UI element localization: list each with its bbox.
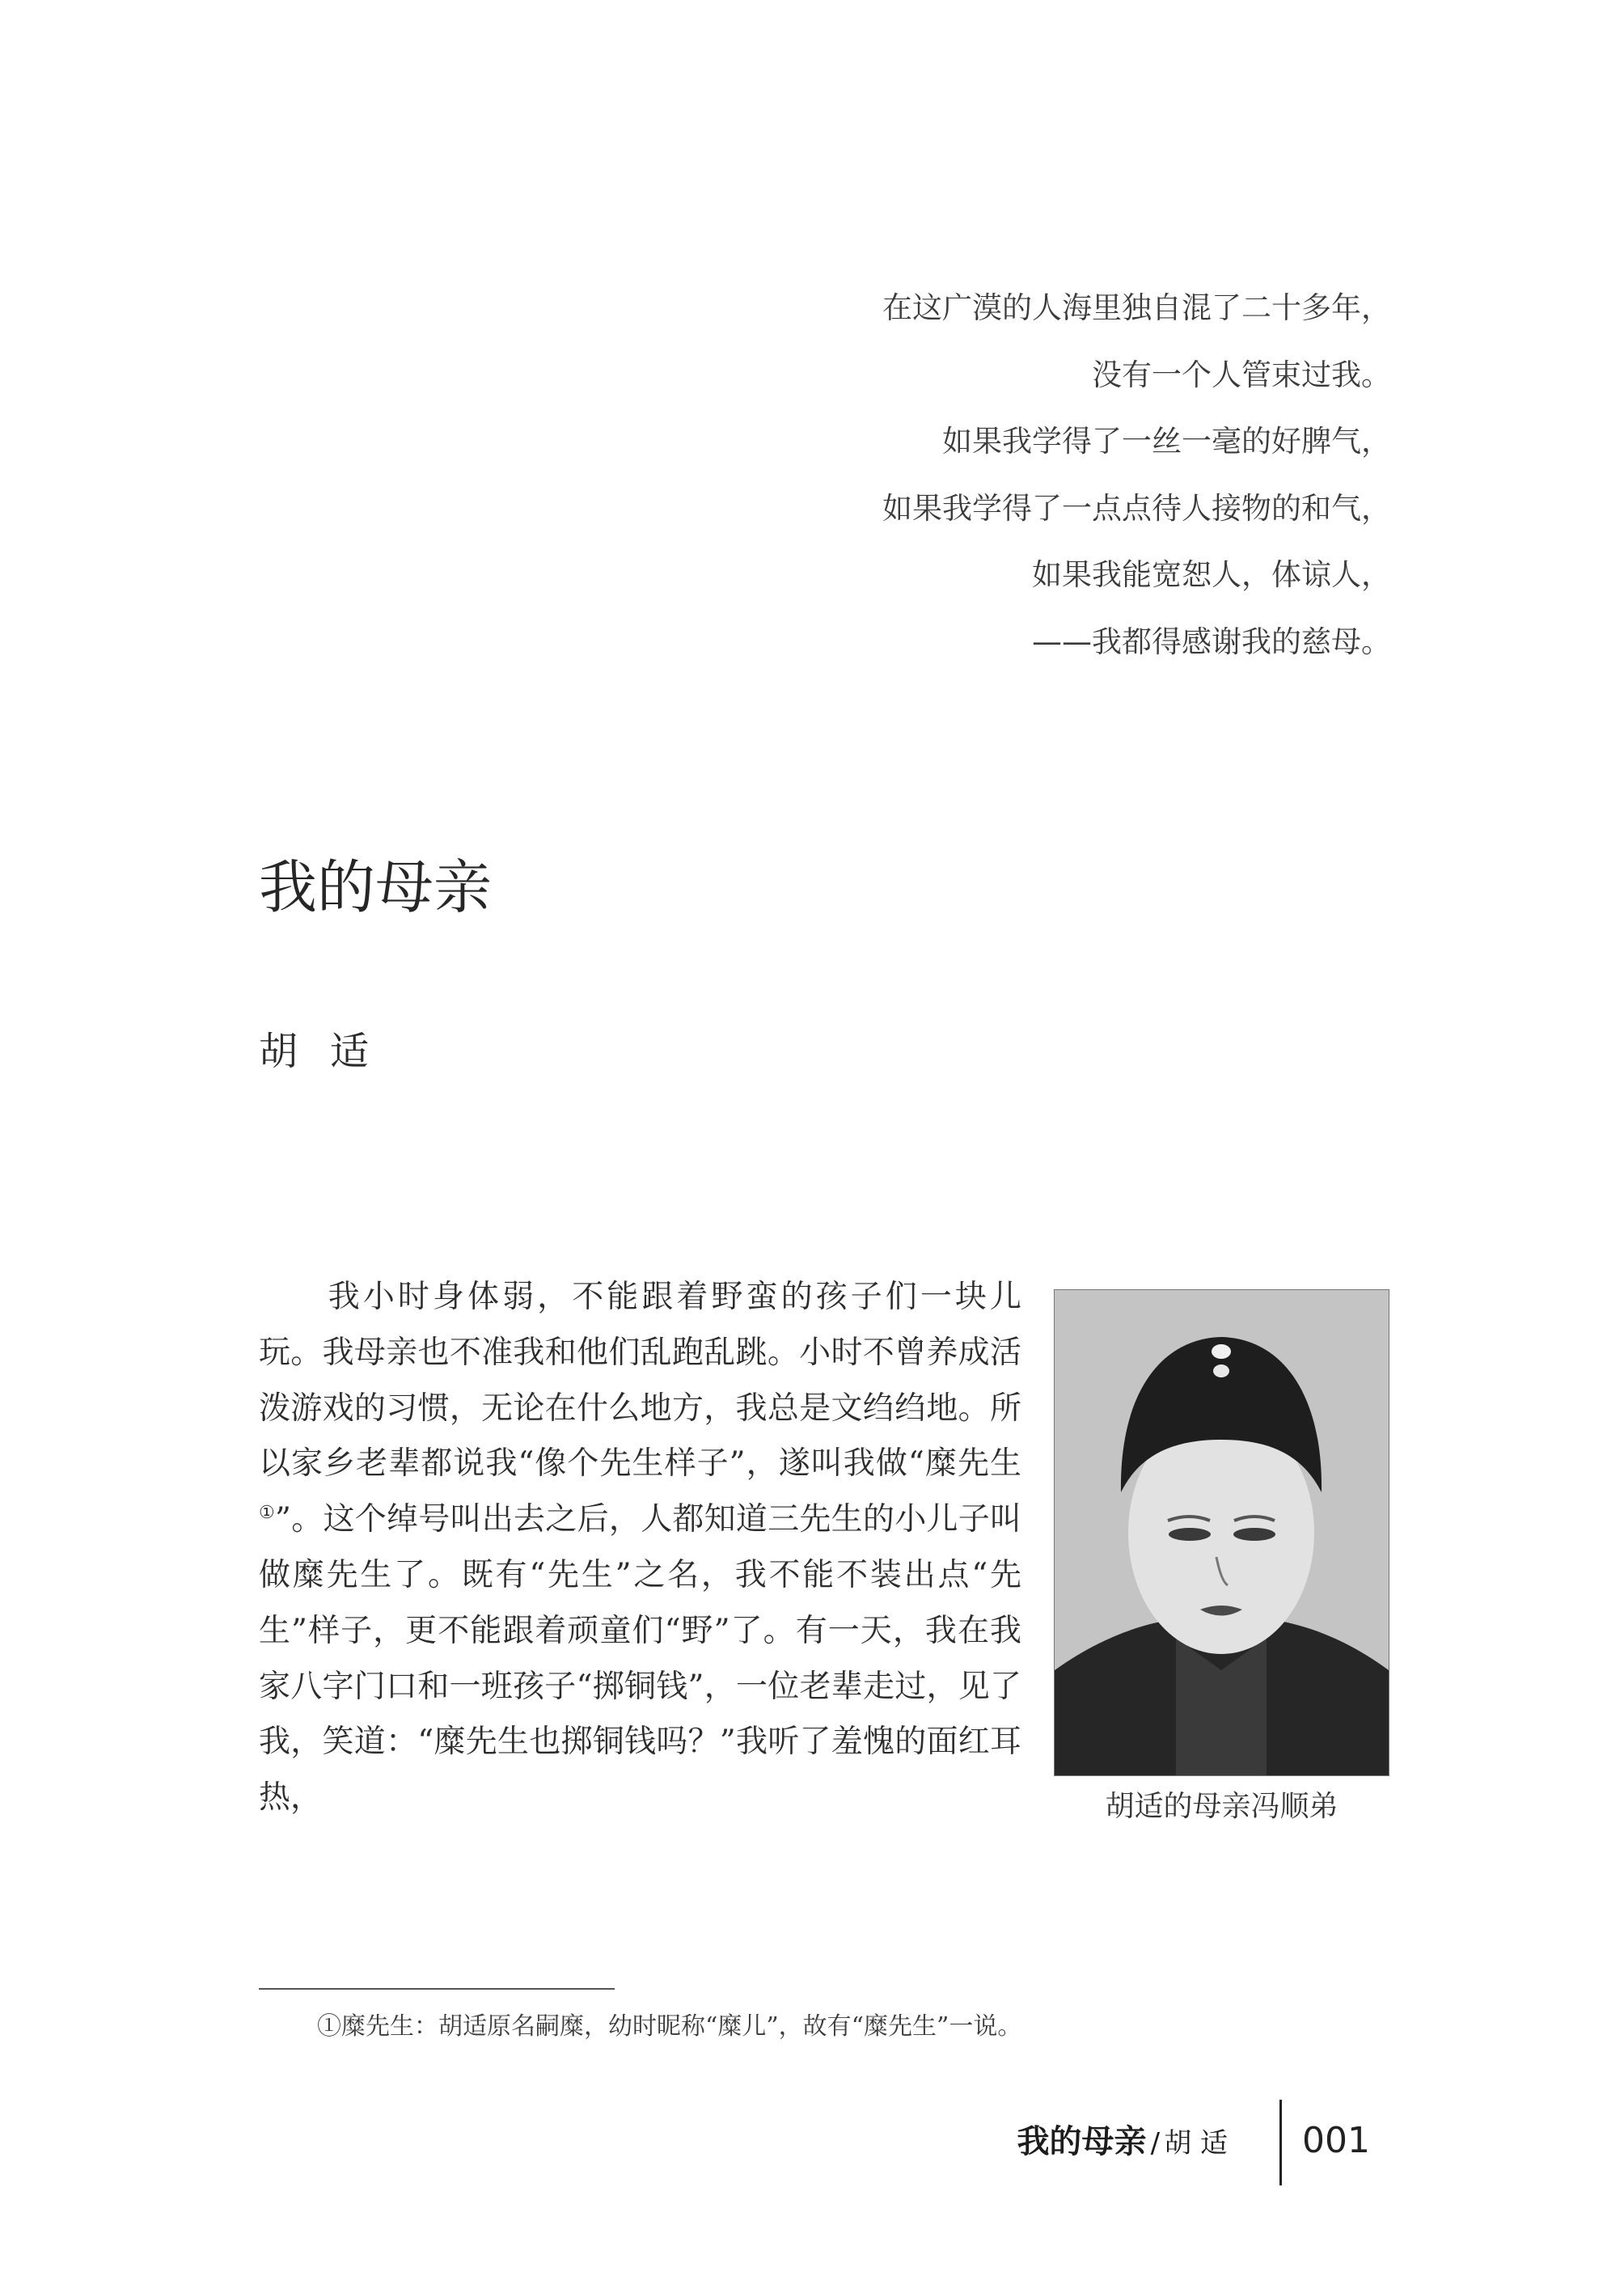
footnote-divider — [259, 1988, 615, 1990]
article-author: 胡适 — [259, 1029, 402, 1074]
epigraph-line: 如果我能宽恕人，体谅人， — [1032, 557, 1391, 592]
epigraph — [663, 275, 1391, 675]
epigraph-line: 没有一个人管束过我。 — [1092, 357, 1391, 392]
epigraph-line: 如果我学得了一点点待人接物的和气， — [882, 490, 1391, 526]
portrait-caption: 胡适的母亲冯顺弟 — [1105, 1790, 1339, 1823]
running-footer — [1017, 2121, 1228, 2169]
body-text-segment: 我小时身体弱，不能跟着野蛮的孩子们一块儿玩。我母亲也不准我和他们乱跑乱跳。小时不曾养成活泼游戏的习惯，无论在什么地方，我总是文绉绉地。所以家乡老辈都说我“像个先生样子”，遂叫我做“糜先生 — [259, 1279, 1021, 1483]
epigraph-line: ——我都得感谢我的慈母。 — [1032, 624, 1391, 659]
footer-vertical-rule — [1279, 2100, 1282, 2185]
page-number: 001 — [1302, 2120, 1370, 2161]
article-body — [259, 1270, 1389, 1826]
portrait-photo — [1054, 1289, 1389, 1776]
epigraph-line: 在这广漠的人海里独自混了二十多年， — [882, 290, 1391, 325]
portrait-figure — [1054, 1289, 1389, 1826]
running-footer-separator: / — [1150, 2127, 1161, 2160]
epigraph-line: 如果我学得了一丝一毫的好脾气， — [942, 424, 1391, 459]
running-footer-title: 我的母亲 — [1017, 2123, 1147, 2160]
article-title: 我的母亲 — [259, 853, 493, 921]
body-text-segment: ”。这个绰号叫出去之后，人都知道三先生的小儿子叫做糜先生了。既有“先生”之名，我不能不装出点“先生”样子，更不能跟着顽童们“野”了。有一天，我在我家八字门口和一班孩子“掷铜钱”，一位老辈走过，见了我，笑道：“糜先生也掷铜钱吗？”我听了羞愧的面红耳热， — [259, 1501, 1021, 1817]
footnote: ①糜先生：胡适原名嗣糜，幼时昵称“糜儿”，故有“糜先生”一说。 — [317, 2012, 1022, 2041]
footnote-marker: ① — [259, 1503, 275, 1524]
running-footer-author: 胡 适 — [1164, 2127, 1228, 2160]
